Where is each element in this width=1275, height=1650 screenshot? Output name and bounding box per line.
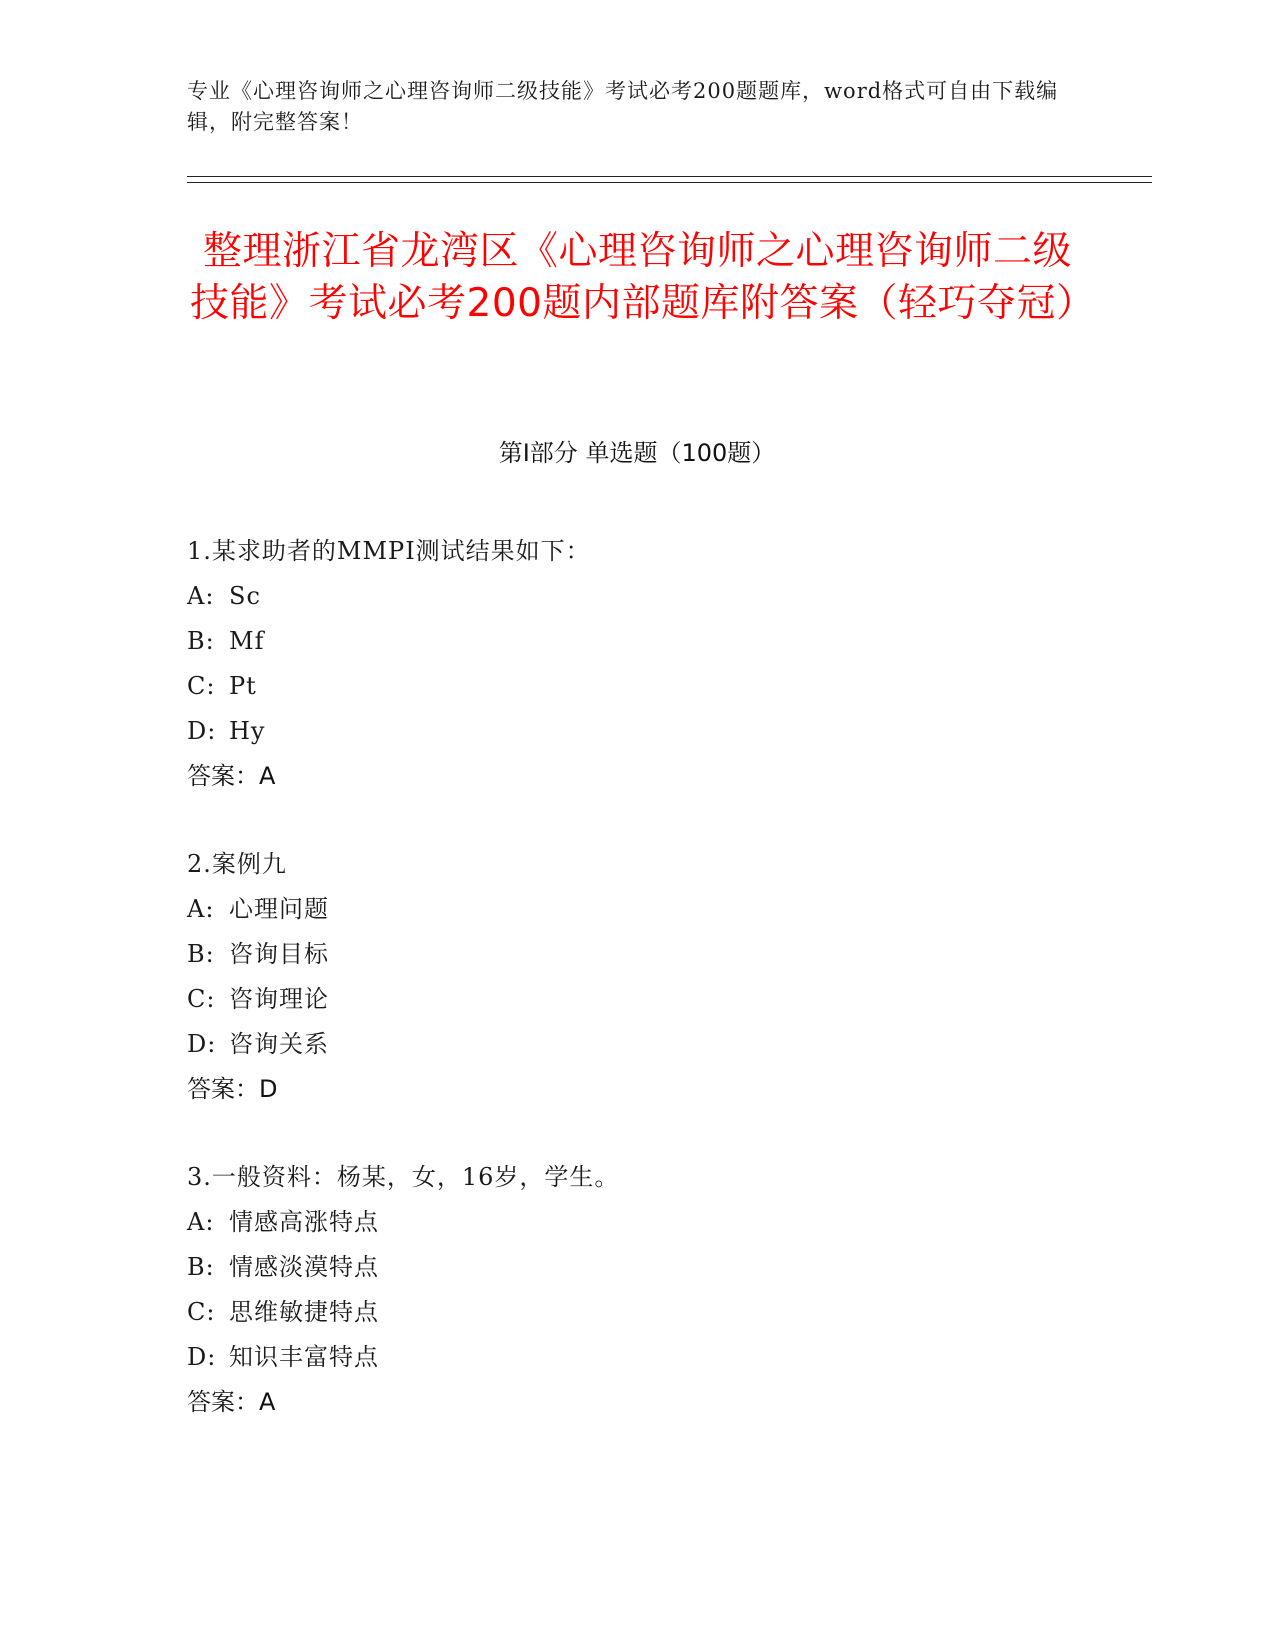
header-divider-bottom [187, 182, 1152, 183]
option-a [187, 1200, 1087, 1245]
option-text: Hy [229, 717, 266, 745]
option-text: 思维敏捷特点 [229, 1298, 379, 1326]
option-text: Mf [229, 627, 265, 655]
option-text: Pt [229, 672, 257, 700]
option-letter: B: [187, 1253, 215, 1281]
option-letter: A: [187, 1208, 215, 1236]
answer: 答案：A [187, 1388, 276, 1416]
option-text: 咨询关系 [229, 1030, 329, 1058]
option-c [187, 977, 1087, 1022]
option-b [187, 932, 1087, 977]
question-stem: 3.一般资料：杨某，女，16岁，学生。 [187, 1163, 620, 1191]
option-a [187, 574, 1087, 619]
option-text: 心理问题 [229, 895, 329, 923]
option-d [187, 709, 1087, 754]
header-note: 专业《心理咨询师之心理咨询师二级技能》考试必考200题题库，word格式可自由下载编辑，附完整答案！ [187, 79, 1059, 134]
option-letter: B: [187, 627, 215, 655]
option-text: 情感淡漠特点 [229, 1253, 379, 1281]
document-title: 整理浙江省龙湾区《心理咨询师之心理咨询师二级技能》考试必考200题内部题库附答案（轻巧夺冠） [190, 229, 1096, 326]
option-letter: D: [187, 717, 217, 745]
option-letter: C: [187, 672, 216, 700]
question-3 [187, 1155, 1087, 1425]
option-letter: C: [187, 1298, 216, 1326]
question-1 [187, 529, 1087, 799]
option-letter: B: [187, 940, 215, 968]
answer: 答案：D [187, 1075, 278, 1103]
option-text: 咨询理论 [229, 985, 329, 1013]
question-list [187, 529, 1087, 1468]
option-c [187, 1290, 1087, 1335]
question-stem: 1.某求助者的MMPI测试结果如下： [187, 537, 591, 565]
option-text: 咨询目标 [229, 940, 329, 968]
option-letter: A: [187, 582, 215, 610]
option-b [187, 619, 1087, 664]
option-letter: D: [187, 1343, 217, 1371]
option-letter: D: [187, 1030, 217, 1058]
answer: 答案：A [187, 762, 276, 790]
header-divider-top [187, 176, 1152, 177]
option-text: 知识丰富特点 [229, 1343, 379, 1371]
question-2 [187, 842, 1087, 1112]
question-stem: 2.案例九 [187, 850, 287, 878]
option-text: 情感高涨特点 [229, 1208, 379, 1236]
option-c [187, 664, 1087, 709]
option-a [187, 887, 1087, 932]
section-title: 第Ⅰ部分 单选题（100题） [498, 439, 776, 467]
option-d [187, 1022, 1087, 1067]
option-letter: C: [187, 985, 216, 1013]
option-letter: A: [187, 895, 215, 923]
option-b [187, 1245, 1087, 1290]
option-d [187, 1335, 1087, 1380]
option-text: Sc [229, 582, 261, 610]
